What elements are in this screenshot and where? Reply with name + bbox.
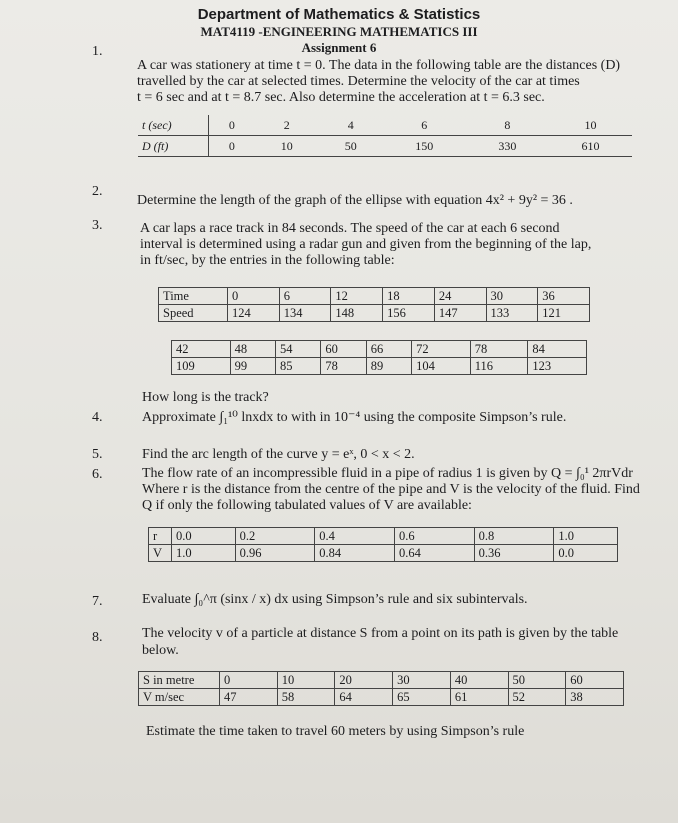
question-text: t = 6 sec and at t = 8.7 sec. Also determine the acceleration at t = 6.3 sec. (137, 90, 545, 105)
table-row-label: r (149, 528, 172, 545)
table-cell: 330 (466, 136, 549, 157)
table-cell: 10 (255, 136, 319, 157)
table-cell: 148 (331, 305, 383, 322)
question-text: Q if only the following tabulated values of V are available: (142, 498, 472, 513)
table-cell: 104 (412, 358, 471, 375)
table-cell: 48 (230, 341, 275, 358)
table-cell: 12 (331, 288, 383, 305)
table-cell: 0.36 (474, 545, 554, 562)
table-cell: 50 (319, 136, 383, 157)
table-cell: 8 (466, 115, 549, 136)
table-cell: 124 (228, 305, 280, 322)
table-cell: 134 (279, 305, 331, 322)
assignment-title: Assignment 6 (301, 40, 377, 55)
distance-table (138, 115, 632, 157)
question-text: A car laps a race track in 84 seconds. The speed of the car at each 6 second (140, 221, 560, 236)
table-cell: 64 (335, 689, 393, 706)
table-cell: 78 (470, 341, 528, 358)
table-row-label: Time (159, 288, 228, 305)
question-number: 7. (92, 594, 103, 609)
table-cell: 89 (366, 358, 411, 375)
question-text: The flow rate of an incompressible fluid in a pipe of radius 1 is given by Q = ∫₀¹ 2πrVdr (142, 466, 633, 481)
table-cell: 0.84 (315, 545, 395, 562)
table-cell: 147 (434, 305, 486, 322)
question-text: The velocity v of a particle at distance S from a point on its path is given by the table (142, 626, 619, 641)
table-cell: 30 (393, 672, 451, 689)
table-cell: 150 (383, 136, 466, 157)
question-number: 1. (92, 44, 103, 59)
table-row-label: D (ft) (138, 136, 209, 157)
table-cell: 2 (255, 115, 319, 136)
table-cell: 66 (366, 341, 411, 358)
question-text: Determine the length of the graph of the ellipse with equation 4x² + 9y² = 36 . (137, 193, 573, 208)
table-row-label: S in metre (139, 672, 220, 689)
question-text: below. (142, 643, 179, 658)
table-cell: 4 (319, 115, 383, 136)
table-cell: 50 (508, 672, 566, 689)
table-cell: 72 (412, 341, 471, 358)
department-title: Department of Mathematics & Statistics (197, 6, 481, 23)
table-cell: 0.4 (315, 528, 395, 545)
table-cell: 0.2 (235, 528, 315, 545)
table-cell: 0 (209, 136, 255, 157)
table-cell: 133 (486, 305, 538, 322)
table-cell: 0.96 (235, 545, 315, 562)
table-cell: 42 (172, 341, 231, 358)
question-followup: How long is the track? (142, 390, 269, 405)
table-cell: 116 (470, 358, 528, 375)
question-text: in ft/sec, by the entries in the following table: (140, 253, 395, 268)
question-number: 3. (92, 218, 103, 233)
table-cell: 10 (277, 672, 335, 689)
table-cell: 36 (538, 288, 590, 305)
table-cell: 0.8 (474, 528, 554, 545)
question-text: Find the arc length of the curve y = eˣ, 0 < x < 2. (142, 447, 415, 462)
table-cell: 0 (220, 672, 278, 689)
question-text: interval is determined using a radar gun and given from the beginning of the lap, (140, 237, 592, 252)
question-text: Approximate ∫₁¹⁰ lnxdx to with in 10⁻⁴ using the composite Simpson’s rule. (142, 410, 567, 425)
table-cell: 156 (383, 305, 435, 322)
velocity-table (148, 527, 618, 562)
table-cell: 0.0 (554, 545, 618, 562)
table-cell: 40 (450, 672, 508, 689)
question-text: travelled by the car at selected times. Determine the velocity of the car at times (137, 74, 580, 89)
table-cell: 0.6 (394, 528, 474, 545)
speed-table-2 (171, 340, 587, 375)
table-cell: 6 (383, 115, 466, 136)
question-number: 4. (92, 410, 103, 425)
question-text: Where r is the distance from the centre of the pipe and V is the velocity of the fluid. Find (142, 482, 640, 497)
table-cell: 47 (220, 689, 278, 706)
table-cell: 58 (277, 689, 335, 706)
table-cell: 60 (321, 341, 366, 358)
table-row-label: t (sec) (138, 115, 209, 136)
course-code: MAT4119 -ENGINEERING MATHEMATICS III (200, 24, 478, 39)
table-cell: 65 (393, 689, 451, 706)
table-row-label: Speed (159, 305, 228, 322)
question-text: Evaluate ∫₀^π (sinx / x) dx using Simpson’s rule and six subintervals. (142, 592, 528, 607)
speed-table-1 (158, 287, 590, 322)
table-cell: 0.0 (172, 528, 236, 545)
table-cell: 30 (486, 288, 538, 305)
table-cell: 52 (508, 689, 566, 706)
table-cell: 610 (549, 136, 632, 157)
question-text: A car was stationery at time t = 0. The data in the following table are the distances (D) (137, 58, 621, 73)
table-cell: 6 (279, 288, 331, 305)
question-number: 8. (92, 630, 103, 645)
table-row-label: V m/sec (139, 689, 220, 706)
table-cell: 38 (566, 689, 624, 706)
table-cell: 10 (549, 115, 632, 136)
table-cell: 24 (434, 288, 486, 305)
table-cell: 1.0 (554, 528, 618, 545)
question-number: 6. (92, 467, 103, 482)
particle-velocity-table (138, 671, 624, 706)
table-row-label: V (149, 545, 172, 562)
question-number: 2. (92, 184, 103, 199)
table-cell: 60 (566, 672, 624, 689)
table-cell: 1.0 (172, 545, 236, 562)
table-cell: 85 (275, 358, 320, 375)
table-cell: 0 (209, 115, 255, 136)
table-cell: 99 (230, 358, 275, 375)
table-cell: 0.64 (394, 545, 474, 562)
table-cell: 109 (172, 358, 231, 375)
question-number: 5. (92, 447, 103, 462)
table-cell: 20 (335, 672, 393, 689)
table-cell: 84 (528, 341, 587, 358)
table-cell: 54 (275, 341, 320, 358)
table-cell: 78 (321, 358, 366, 375)
table-cell: 61 (450, 689, 508, 706)
table-cell: 123 (528, 358, 587, 375)
table-cell: 18 (383, 288, 435, 305)
question-followup: Estimate the time taken to travel 60 meters by using Simpson’s rule (146, 724, 525, 739)
table-cell: 121 (538, 305, 590, 322)
table-cell: 0 (228, 288, 280, 305)
